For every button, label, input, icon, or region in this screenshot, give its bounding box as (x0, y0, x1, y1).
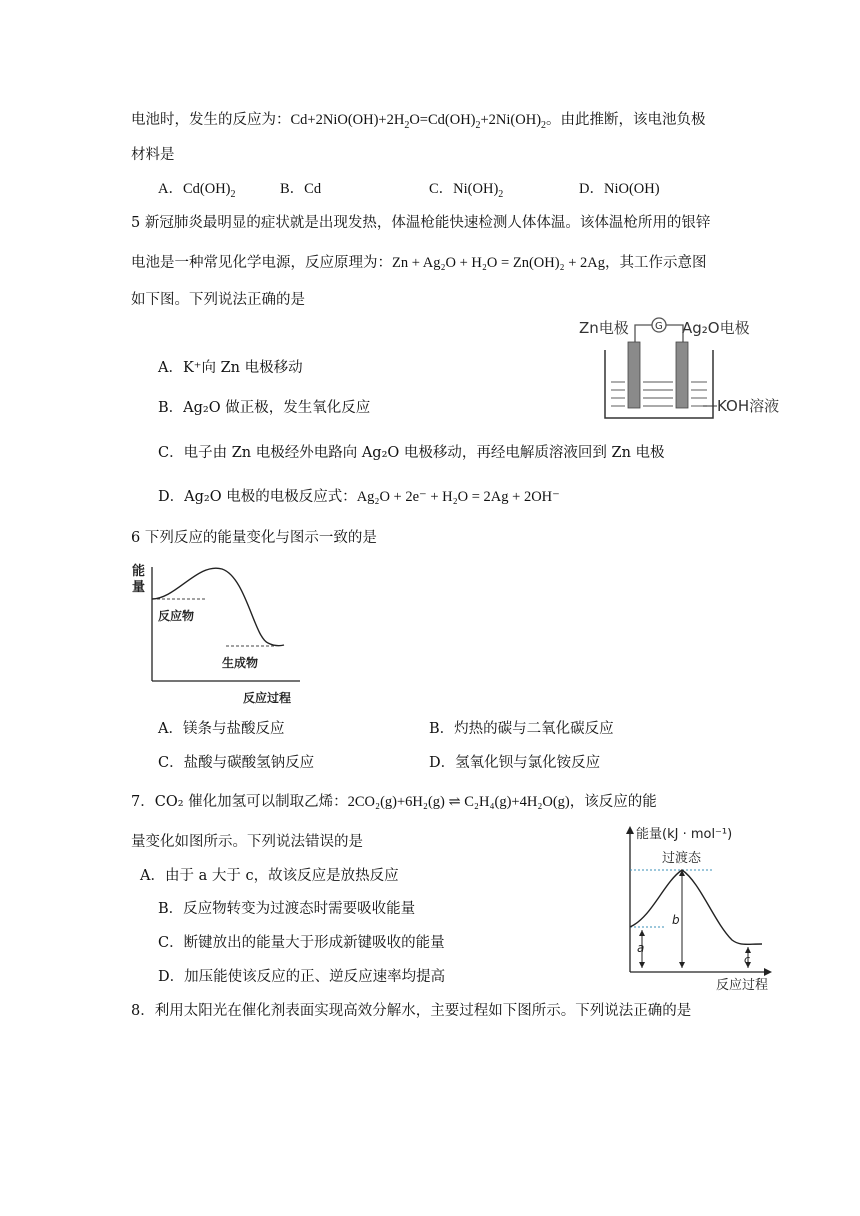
q5-stem-line3: 如下图。下列说法正确的是 (131, 292, 305, 308)
b-label: b (672, 913, 680, 927)
ag2o-electrode (676, 342, 688, 408)
q7-option-c: C．断键放出的能量大于形成新键吸收的能量 (158, 935, 445, 951)
reactant-label: 反应物 (158, 609, 195, 623)
q4-option-b: B．Cd (280, 181, 322, 197)
zn-electrode-label: Zn电极 (579, 319, 629, 337)
koh-solution-label: KOH溶液 (717, 397, 780, 415)
q7-option-d: D．加压能使该反应的正、逆反应速率均提高 (158, 969, 446, 985)
q6-option-b: B．灼热的碳与二氧化碳反应 (429, 721, 614, 737)
q5-option-d: D．Ag₂O 电极的电极反应式：Ag₂O + 2e⁻ + H₂O = 2Ag + 2OH⁻ (158, 489, 560, 505)
y-axis-label-1: 能 (132, 564, 146, 579)
q5-stem-line2: 电池是一种常见化学电源，反应原理为：Zn + Ag₂O + H₂O = Zn(OH)₂ + 2Ag，其工作示意图 (131, 255, 707, 271)
y-axis-label-2: 量 (132, 580, 146, 595)
q5-stem-line1: 5 新冠肺炎最明显的症状就是出现发热，体温枪能快速检测人体体温。该体温枪所用的银锌 (131, 215, 711, 231)
q6-stem: 6 下列反应的能量变化与图示一致的是 (131, 530, 377, 546)
q4-option-a: A．$Cd(OH)_2$ (158, 181, 236, 200)
q5-option-b: B．Ag₂O 做正极，发生氧化反应 (158, 400, 371, 416)
q4-stem-line2: 材料是 (131, 147, 175, 163)
energy-curve (630, 870, 762, 944)
q6-option-a: A．镁条与盐酸反应 (158, 721, 285, 737)
q4-stem-line1: 电池时，发生的反应为：$Cd+2NiO(OH)+2H_2O=Cd(OH)_2+2Ni(OH)_2$。由此推断，该电池负极 (131, 112, 706, 131)
q8-stem: 8．利用太阳光在催化剂表面实现高效分解水，主要过程如下图所示。下列说法正确的是 (131, 1003, 692, 1019)
q5-battery-figure (575, 312, 785, 422)
q7-stem-line1: 7．CO₂ 催化加氢可以制取乙烯：2CO₂(g)+6H₂(g) ⇌ C₂H₄(g)+4H₂O(g)，该反应的能 (131, 794, 657, 810)
q4-option-d: D．NiO(OH) (579, 181, 660, 197)
ag2o-electrode-label: Ag₂O电极 (682, 319, 750, 337)
q7-stem-line2: 量变化如图所示。下列说法错误的是 (131, 834, 363, 850)
beaker (605, 350, 713, 418)
q4-option-c: C．$Ni(OH)_2$ (429, 181, 504, 200)
q6-option-d: D．氢氧化钡与氯化铵反应 (429, 755, 601, 771)
product-label: 生成物 (222, 656, 259, 670)
q6-energy-diagram (128, 557, 318, 707)
q7-option-a: A．由于 a 大于 c，故该反应是放热反应 (140, 868, 399, 884)
galvanometer-label: G (655, 321, 663, 332)
x-axis-label: 反应过程 (716, 978, 769, 993)
y-axis-label: 能量(kJ · mol⁻¹) (636, 827, 733, 842)
q6-option-c: C．盐酸与碳酸氢钠反应 (158, 755, 315, 771)
energy-curve (152, 568, 284, 645)
c-label: c (744, 953, 751, 966)
q7-option-b: B．反应物转变为过渡态时需要吸收能量 (158, 901, 416, 917)
q5-option-c: C．电子由 Zn 电极经外电路向 Ag₂O 电极移动，再经电解质溶液回到 Zn 电极 (158, 445, 665, 461)
q7-energy-diagram (612, 822, 782, 994)
transition-state-label: 过渡态 (662, 851, 702, 866)
a-label: a (637, 941, 645, 955)
q5-option-a: A．K⁺向 Zn 电极移动 (158, 360, 303, 376)
zn-electrode (628, 342, 640, 408)
x-axis-label: 反应过程 (243, 691, 292, 705)
